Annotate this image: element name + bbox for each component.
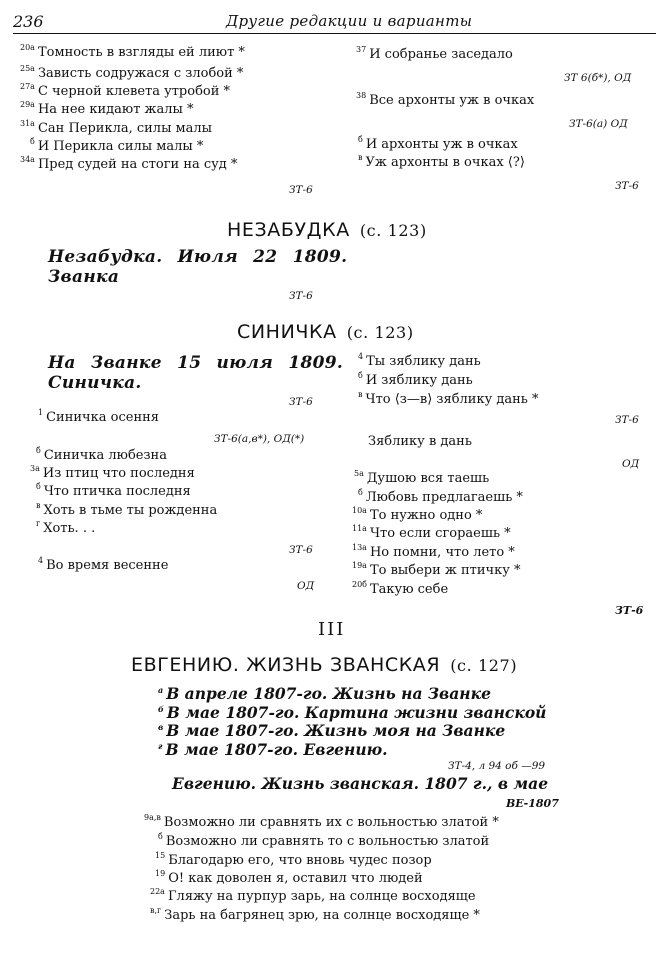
- source-siglum: ЗТ-6: [289, 544, 313, 556]
- variant-line: б И архонты уж в очках: [358, 135, 518, 152]
- heading-variant: г В мае 1807-го. Евгению.: [158, 740, 388, 759]
- variant-line: 13а Но помни, что лето *: [352, 543, 515, 560]
- variant-line: 29а На нее кидают жалы *: [20, 100, 194, 117]
- variant-line: 4 Во время весенне: [38, 556, 169, 573]
- running-title: Другие редакции и варианты: [226, 12, 473, 30]
- variant-line: б Что птичка последня: [36, 482, 191, 499]
- heading-variant: Евгению. Жизнь званская. 1807 г., в мае: [172, 774, 549, 793]
- variant-line: г Хоть. . .: [36, 519, 96, 536]
- source-siglum: ЗТ-6(а,в*), ОД(*): [214, 433, 305, 445]
- variant-line: б И Перикла силы малы *: [30, 137, 204, 154]
- heading-variant: Незабудка. Июля 22 1809.: [48, 247, 348, 267]
- section-title: ЕВГЕНИЮ. ЖИЗНЬ ЗВАНСКАЯ (с. 127): [131, 654, 518, 676]
- variant-line: б Любовь предлагаешь *: [358, 488, 523, 505]
- source-siglum: ЗТ 6(б*), ОД: [564, 72, 632, 84]
- variant-line: в,г Зарь на багрянец зрю, на солнце восходяще *: [150, 906, 480, 923]
- source-siglum: ОД: [622, 458, 640, 470]
- variant-line: 20а Томность в взгляды ей лиют *: [20, 43, 245, 60]
- heading-variant: Синичка.: [48, 373, 142, 393]
- source-siglum: ВЕ-1807: [506, 797, 559, 810]
- variant-line: б И зяблику дань: [358, 371, 473, 388]
- source-siglum: ЗТ-6: [289, 184, 313, 196]
- source-siglum: ЗТ-4, л 94 об —99: [448, 760, 546, 772]
- source-siglum: ЗТ-6: [615, 180, 639, 192]
- variant-line: 1 Синичка осення: [38, 408, 159, 425]
- variant-line: 22а Гляжу на пурпур зарь, на солнце восходяще: [150, 887, 476, 904]
- variant-line: 5а Душою вся таешь: [354, 469, 490, 486]
- heading-variant: б В мае 1807-го. Картина жизни званской: [158, 703, 547, 722]
- variant-line: 15 Благодарю его, что вновь чудес позор: [155, 851, 432, 868]
- section-title: СИНИЧКА (с. 123): [237, 321, 414, 343]
- variant-line: в Что ⟨з—в⟩ зяблику дань *: [358, 390, 539, 407]
- source-siglum: ЗТ-6(а) ОД: [569, 118, 628, 130]
- heading-variant: а В апреле 1807-го. Жизнь на Званке: [158, 684, 491, 703]
- variant-line: в Хоть в тьме ты рожденна: [36, 501, 218, 518]
- heading-variant: в В мае 1807-го. Жизнь моя на Званке: [158, 721, 506, 740]
- source-siglum: ОД: [297, 580, 315, 592]
- variant-line: б Возможно ли сравнять то с вольностью златой: [158, 832, 490, 849]
- source-siglum: ЗТ-6: [615, 604, 644, 617]
- variant-line: б Синичка любезна: [36, 446, 167, 463]
- variant-line: 38 Все архонты уж в очках: [356, 91, 535, 108]
- header-rule: [13, 33, 656, 34]
- source-siglum: ЗТ-6: [289, 290, 313, 302]
- variant-line: 3а Из птиц что последня: [30, 464, 195, 481]
- section-title: НЕЗАБУДКА (с. 123): [227, 219, 427, 241]
- heading-variant: Званка: [48, 267, 120, 287]
- part-number: III: [318, 619, 346, 640]
- variant-line: 31а Сан Перикла, силы малы: [20, 119, 213, 136]
- heading-variant: На Званке 15 июля 1809.: [48, 353, 344, 373]
- variant-line: 27а С черной клевета утробой *: [20, 82, 231, 99]
- variant-line: 9а,в Возможно ли сравнять их с вольностью златой *: [144, 813, 499, 830]
- variant-line: 10а То нужно одно *: [352, 506, 483, 523]
- variant-line: 19 О! как доволен я, оставил что людей: [155, 869, 423, 886]
- variant-line: 25а Зависть содружася с злобой *: [20, 64, 244, 81]
- variant-line: Зяблику в дань: [368, 434, 472, 449]
- page-number: 236: [13, 12, 44, 31]
- variant-line: 37 И собранье заседало: [356, 45, 513, 62]
- variant-line: 11а Что если сгораешь *: [352, 524, 511, 541]
- variant-line: в Уж архонты в очках ⟨?⟩: [358, 153, 525, 170]
- variant-line: 4 Ты зяблику дань: [358, 352, 481, 369]
- variant-line: 34а Пред судей на стоги на суд *: [20, 155, 238, 172]
- source-siglum: ЗТ-6: [289, 396, 313, 408]
- variant-line: 20б Такую себе: [352, 580, 449, 597]
- source-siglum: ЗТ-6: [615, 414, 639, 426]
- variant-line: 19а То выбери ж птичку *: [352, 561, 521, 578]
